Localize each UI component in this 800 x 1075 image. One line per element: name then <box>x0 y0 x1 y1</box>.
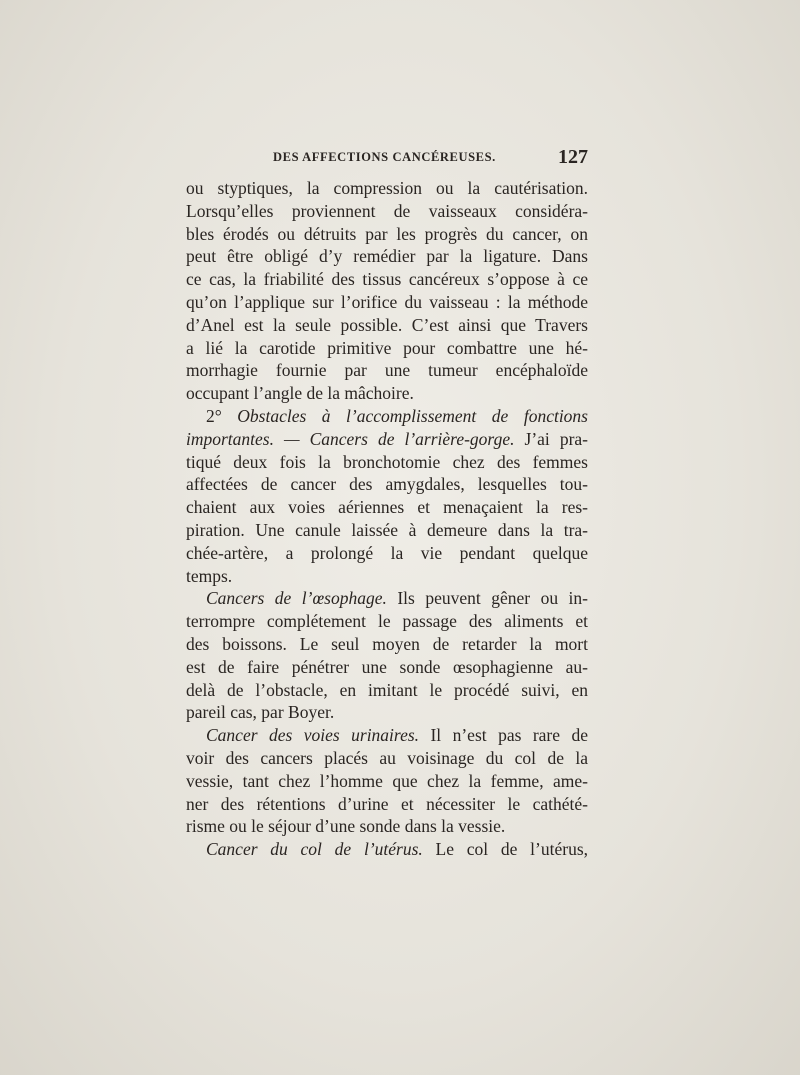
text-line: tiqué deux fois la bronchotomie chez des femmes <box>186 451 588 472</box>
text-line <box>186 587 588 610</box>
text-line <box>186 405 588 428</box>
line-text: J’ai pra- <box>514 428 588 449</box>
text-line <box>186 724 588 747</box>
text-line: piration. Une canule laissée à demeure dans la tra- <box>186 519 588 540</box>
text-line <box>186 838 588 861</box>
text-line: des boissons. Le seul moyen de retarder la mort <box>186 633 588 654</box>
section-number: 2° <box>206 405 222 426</box>
text-line: terrompre complétement le passage des aliments et <box>186 611 588 632</box>
text-line: risme ou le séjour d’une sonde dans la vessie. <box>186 816 506 837</box>
text-line: pareil cas, par Boyer. <box>186 702 335 723</box>
text-line: ce cas, la friabilité des tissus cancéreux s’oppose à ce <box>186 269 588 290</box>
text-line: qu’on l’applique sur l’orifice du vaisseau : la méthode <box>186 291 588 312</box>
text-line: d’Anel est la seule possible. C’est ainsi que Travers <box>186 314 588 335</box>
paragraph <box>186 405 588 587</box>
running-head <box>186 148 588 170</box>
text-line: ner des rétentions d’urine et nécessiter le cathété- <box>186 793 588 814</box>
paragraph <box>186 177 588 405</box>
running-title: DES AFFECTIONS CANCÉREUSES. <box>273 150 496 164</box>
text-line <box>186 428 588 451</box>
paragraph <box>186 587 588 724</box>
body-text <box>186 177 588 861</box>
line-text: Il n’est pas rare de <box>419 725 588 746</box>
line-text: Le col de l’utérus, <box>422 839 589 860</box>
text-line: Lorsqu’elles proviennent de vaisseaux considéra- <box>186 200 588 221</box>
text-line: bles érodés ou détruits par les progrès du cancer, on <box>186 223 588 244</box>
text-line: chée-artère, a prolongé la vie pendant quelque <box>186 542 588 563</box>
paragraph <box>186 838 588 861</box>
subsection-heading: Cancer des voies urinaires. <box>206 725 420 746</box>
line-text: Ils peuvent gêner ou in- <box>386 588 588 609</box>
paragraph <box>186 724 588 838</box>
text-line: est de faire pénétrer une sonde œsophagienne au- <box>186 656 588 677</box>
text-line: morrhagie fournie par une tumeur encéphaloïde <box>186 360 588 381</box>
text-line: vessie, tant chez l’homme que chez la femme, ame- <box>186 770 588 791</box>
text-line: delà de l’obstacle, en imitant le procédé suivi, en <box>186 679 588 700</box>
page-number: 127 <box>558 146 588 168</box>
subsection-heading: Cancer du col de l’utérus. <box>206 839 423 860</box>
section-heading: Obstacles à l’accomplissement de fonctions <box>237 405 588 426</box>
subsection-heading: Cancers de l’œsophage. <box>206 588 387 609</box>
text-line: occupant l’angle de la mâchoire. <box>186 383 414 404</box>
subsection-heading: importantes. — Cancers de l’arrière-gorge. <box>186 428 515 449</box>
text-line: a lié la carotide primitive pour combattre une hé- <box>186 337 588 358</box>
text-line: temps. <box>186 565 233 586</box>
text-line: voir des cancers placés au voisinage du col de la <box>186 747 588 768</box>
text-line: affectées de cancer des amygdales, lesquelles tou- <box>186 474 588 495</box>
text-line: chaient aux voies aériennes et menaçaient la res- <box>186 497 588 518</box>
text-line: ou styptiques, la compression ou la cautérisation. <box>186 178 588 198</box>
text-line: peut être obligé d’y remédier par la ligature. Dans <box>186 246 588 267</box>
